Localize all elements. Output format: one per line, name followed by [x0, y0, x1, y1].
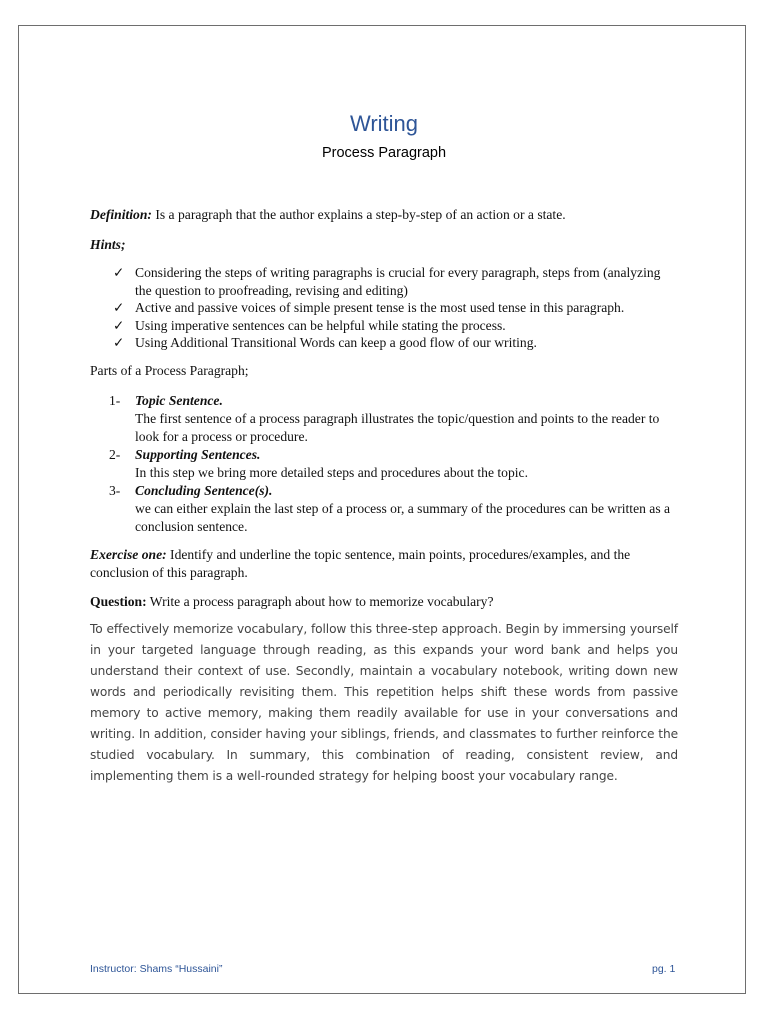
page-subtitle: Process Paragraph [321, 145, 447, 161]
part-text: The first sentence of a process paragraph illustrates the topic/question and points to the reader to look for a process or procedure. [135, 411, 660, 444]
list-item [113, 317, 680, 335]
footer-instructor: Instructor: Shams “Hussaini” [90, 963, 223, 975]
hint-text: Considering the steps of writing paragraphs is crucial for every paragraph, steps from (analyzing the question to proofreading, revising and editing) [135, 265, 661, 298]
part-text: we can either explain the last step of a process or, a summary of the procedures can be written as a conclusion sentence. [135, 501, 671, 534]
part-number: 2- [109, 447, 121, 462]
footer-page-number: pg. 1 [652, 963, 676, 975]
exercise-paragraph [90, 546, 680, 582]
hint-text: Using imperative sentences can be helpful while stating the process. [135, 317, 506, 333]
definition-text: Is a paragraph that the author explains a step-by-step of an action or a state. [151, 207, 566, 222]
list-item [109, 482, 680, 536]
hint-text: Using Additional Transitional Words can keep a good flow of our writing. [135, 335, 537, 350]
list-item [109, 392, 680, 446]
checkmark-icon: ✓ [113, 335, 125, 350]
part-text: In this step we bring more detailed steps and procedures about the topic. [135, 465, 528, 480]
part-heading: Concluding Sentence(s). [135, 483, 273, 498]
part-heading: Supporting Sentences. [135, 447, 261, 462]
checkmark-icon: ✓ [113, 300, 125, 315]
hints-list [113, 264, 680, 352]
hint-text: Active and passive voices of simple present tense is the most used tense in this paragraph. [135, 300, 625, 315]
list-item [113, 299, 680, 317]
definition-label: Definition: [90, 207, 152, 222]
parts-intro: Parts of a Process Paragraph; [90, 363, 249, 378]
definition-paragraph [90, 206, 680, 224]
hints-heading: Hints; [90, 237, 126, 252]
answer-paragraph: To effectively memorize vocabulary, follow this three-step approach. Begin by immersing yourself in your targeted language through reading, as this expands your word bank and helps you understand their context of use. Secondly, maintain a vocabulary notebook, writing down new words and periodically revisiting them. This repetition helps shift these words from passive memory to active memory, making them readily available for use in your conversations and writing. In addition, consider having your siblings, friends, and classmates to further reinforce the studied vocabulary. In summary, this combination of reading, consistent review, and implementing them is a well-rounded strategy for helping boost your vocabulary range. [90, 622, 678, 783]
checkmark-icon: ✓ [113, 265, 125, 280]
parts-list [109, 392, 680, 536]
list-item [113, 264, 680, 299]
checkmark-icon: ✓ [113, 317, 125, 333]
exercise-text: Identify and underline the topic sentence, main points, procedures/examples, and the conclusion of this paragraph. [90, 547, 631, 580]
exercise-label: Exercise one: [90, 547, 167, 562]
part-heading: Topic Sentence. [135, 393, 223, 408]
list-item [109, 446, 680, 482]
list-item [113, 334, 680, 352]
question-text: Write a process paragraph about how to memorize vocabulary? [146, 594, 494, 609]
part-number: 3- [109, 483, 121, 498]
part-number: 1- [109, 393, 121, 408]
question-paragraph [90, 593, 680, 611]
page-title: Writing [349, 111, 419, 136]
question-label: Question: [90, 594, 147, 609]
